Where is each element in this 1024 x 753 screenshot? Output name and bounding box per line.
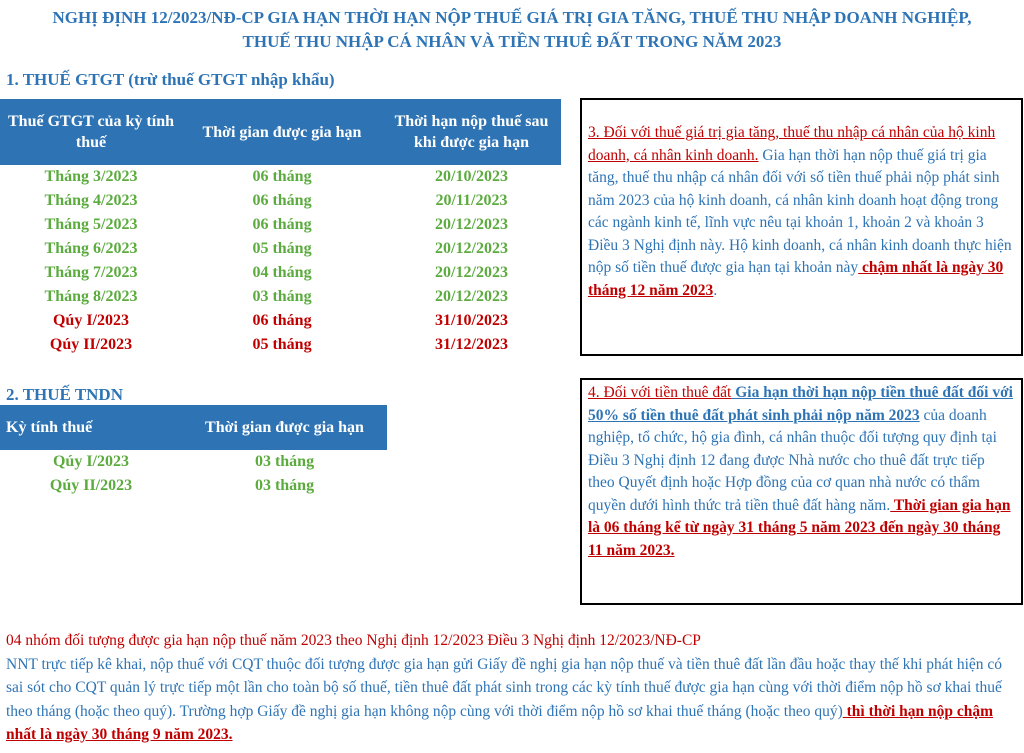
vat-table bbox=[0, 99, 561, 357]
box4-lead: 4. Đối với tiền thuê đất bbox=[588, 384, 732, 401]
vat-cell-extension: 06 tháng bbox=[252, 216, 312, 233]
section-1-heading: 1. THUẾ GTGT (trừ thuế GTGT nhập khẩu) bbox=[6, 70, 335, 89]
vat-col-extension: Thời gian được gia hạn bbox=[182, 99, 382, 165]
vat-cell-deadline: 20/12/2023 bbox=[435, 288, 508, 305]
vat-cell-extension: 03 tháng bbox=[252, 288, 312, 305]
title-line-1: NGHỊ ĐỊNH 12/2023/NĐ-CP GIA HẠN THỜI HẠN NỘP THUẾ GIÁ TRỊ GIA TĂNG, THUẾ THU NHẬP DOANH NGHIỆP, bbox=[52, 8, 972, 27]
cit-table bbox=[0, 405, 387, 498]
box3-emphasis: chậm nhất là ngày 30 tháng 12 năm 2023 bbox=[588, 259, 1004, 299]
box3-lead: 3. Đối với thuế giá trị gia tăng, thuế thu nhập cá nhân của hộ kinh doanh, cá nhân kinh doanh. bbox=[588, 124, 996, 164]
section-2-heading: 2. THUẾ TNDN bbox=[6, 385, 123, 404]
vat-row bbox=[0, 309, 561, 333]
box3-tail: . bbox=[713, 281, 718, 299]
title-line-2: THUẾ THU NHẬP CÁ NHÂN VÀ TIỀN THUÊ ĐẤT TRONG NĂM 2023 bbox=[242, 32, 782, 51]
vat-row bbox=[0, 261, 561, 285]
bottom-body: NNT trực tiếp kê khai, nộp thuế với CQT thuộc đối tượng được gia hạn gửi Giấy đề nghị gia hạn nộp thuế và tiền thuê đất lần đầu hoặc thay thế khi phát hiện có sai sót cho CQT quản lý trực tiếp một lần cho toàn bộ số thuế, tiền thuê đất phát sinh trong các kỳ tính thuế được gia hạn cùng với thời điểm nộp hồ sơ khai thuế theo tháng (hoặc theo quý). Trường hợp Giấy đề nghị gia hạn không nộp cùng với thời điểm nộp hồ sơ khai thuế tháng (hoặc theo quý) bbox=[6, 655, 1003, 720]
vat-cell-extension: 04 tháng bbox=[252, 264, 312, 281]
bottom-emphasis: thì thời hạn nộp chậm nhất là ngày 30 tháng 9 năm 2023. bbox=[6, 702, 994, 743]
cit-row bbox=[0, 474, 387, 498]
box4-emphasis-2: Thời gian gia hạn là 06 tháng kể từ ngày 31 tháng 5 năm 2023 đến ngày 30 tháng 11 năm 2023. bbox=[588, 496, 1011, 559]
vat-cell-deadline: 31/12/2023 bbox=[435, 336, 508, 353]
vat-cell-extension: 06 tháng bbox=[252, 312, 312, 329]
vat-cell-period: Tháng 8/2023 bbox=[44, 288, 138, 305]
vat-cell-period: Tháng 4/2023 bbox=[44, 192, 138, 209]
vat-cell-extension: 05 tháng bbox=[252, 336, 312, 353]
vat-row bbox=[0, 285, 561, 309]
cit-cell-extension: 03 tháng bbox=[254, 477, 315, 494]
cit-col-period: Kỳ tính thuế bbox=[0, 405, 182, 450]
vat-cell-period: Tháng 5/2023 bbox=[44, 216, 138, 233]
bottom-lead: 04 nhóm đối tượng được gia hạn nộp thuế năm 2023 theo Nghị định 12/2023 Điều 3 Nghị định 12/2023/NĐ-CP bbox=[6, 632, 701, 649]
box3-body: Gia hạn thời hạn nộp thuế giá trị gia tăng, thuế thu nhập cá nhân đối với số tiền thuế phải nộp phát sinh năm 2023 của hộ kinh doanh, cá nhân kinh doanh hoạt động trong các ngành kinh tế, lĩnh vực nêu tại khoản 1, khoản 2 và khoản 3 Điều 3 Nghị định này. Hộ kinh doanh, cá nhân kinh doanh thực hiện nộp số tiền thuế được gia hạn tại khoản này bbox=[588, 146, 1012, 276]
vat-cell-deadline: 20/10/2023 bbox=[435, 168, 508, 185]
vat-cell-period: Qúy II/2023 bbox=[49, 336, 133, 353]
vat-col-deadline: Thời hạn nộp thuế sau khi được gia hạn bbox=[382, 99, 561, 165]
vat-cell-extension: 06 tháng bbox=[252, 168, 312, 185]
cit-cell-extension: 03 tháng bbox=[254, 453, 315, 470]
box-household-business bbox=[580, 98, 1023, 356]
cit-col-extension: Thời gian được gia hạn bbox=[182, 405, 387, 450]
bottom-paragraph bbox=[6, 629, 1018, 747]
document-title bbox=[0, 6, 1024, 54]
vat-cell-extension: 05 tháng bbox=[252, 240, 312, 257]
cit-cell-period: Qúy II/2023 bbox=[49, 477, 133, 494]
box-land-rent bbox=[580, 378, 1023, 605]
cit-row bbox=[0, 450, 387, 474]
vat-cell-period: Tháng 7/2023 bbox=[44, 264, 138, 281]
vat-col-period: Thuế GTGT của kỳ tính thuế bbox=[0, 99, 182, 165]
vat-cell-period: Tháng 6/2023 bbox=[44, 240, 138, 257]
vat-row bbox=[0, 189, 561, 213]
vat-cell-extension: 06 tháng bbox=[252, 192, 312, 209]
vat-cell-period: Qúy I/2023 bbox=[52, 312, 129, 329]
vat-row bbox=[0, 333, 561, 357]
vat-row bbox=[0, 237, 561, 261]
vat-row bbox=[0, 165, 561, 189]
vat-cell-deadline: 31/10/2023 bbox=[435, 312, 508, 329]
box4-body: của doanh nghiệp, tổ chức, hộ gia đình, cá nhân thuộc đối tượng quy định tại Điều 3 Nghị định 12 đang được Nhà nước cho thuê đất trực tiếp theo Quyết định hoặc Hợp đồng của cơ quan nhà nước có thẩm quyền dưới hình thức trả tiền thuê đất hàng năm. bbox=[588, 406, 997, 514]
vat-cell-deadline: 20/12/2023 bbox=[435, 216, 508, 233]
vat-cell-period: Tháng 3/2023 bbox=[44, 168, 138, 185]
cit-cell-period: Qúy I/2023 bbox=[52, 453, 129, 470]
vat-cell-deadline: 20/12/2023 bbox=[435, 240, 508, 257]
vat-cell-deadline: 20/11/2023 bbox=[435, 192, 508, 209]
box4-emphasis-1: Gia hạn thời hạn nộp tiền thuê đất đối với 50% số tiền thuê đất phát sinh phải nộp năm 2023 bbox=[588, 384, 1013, 424]
vat-cell-deadline: 20/12/2023 bbox=[435, 264, 508, 281]
vat-row bbox=[0, 213, 561, 237]
